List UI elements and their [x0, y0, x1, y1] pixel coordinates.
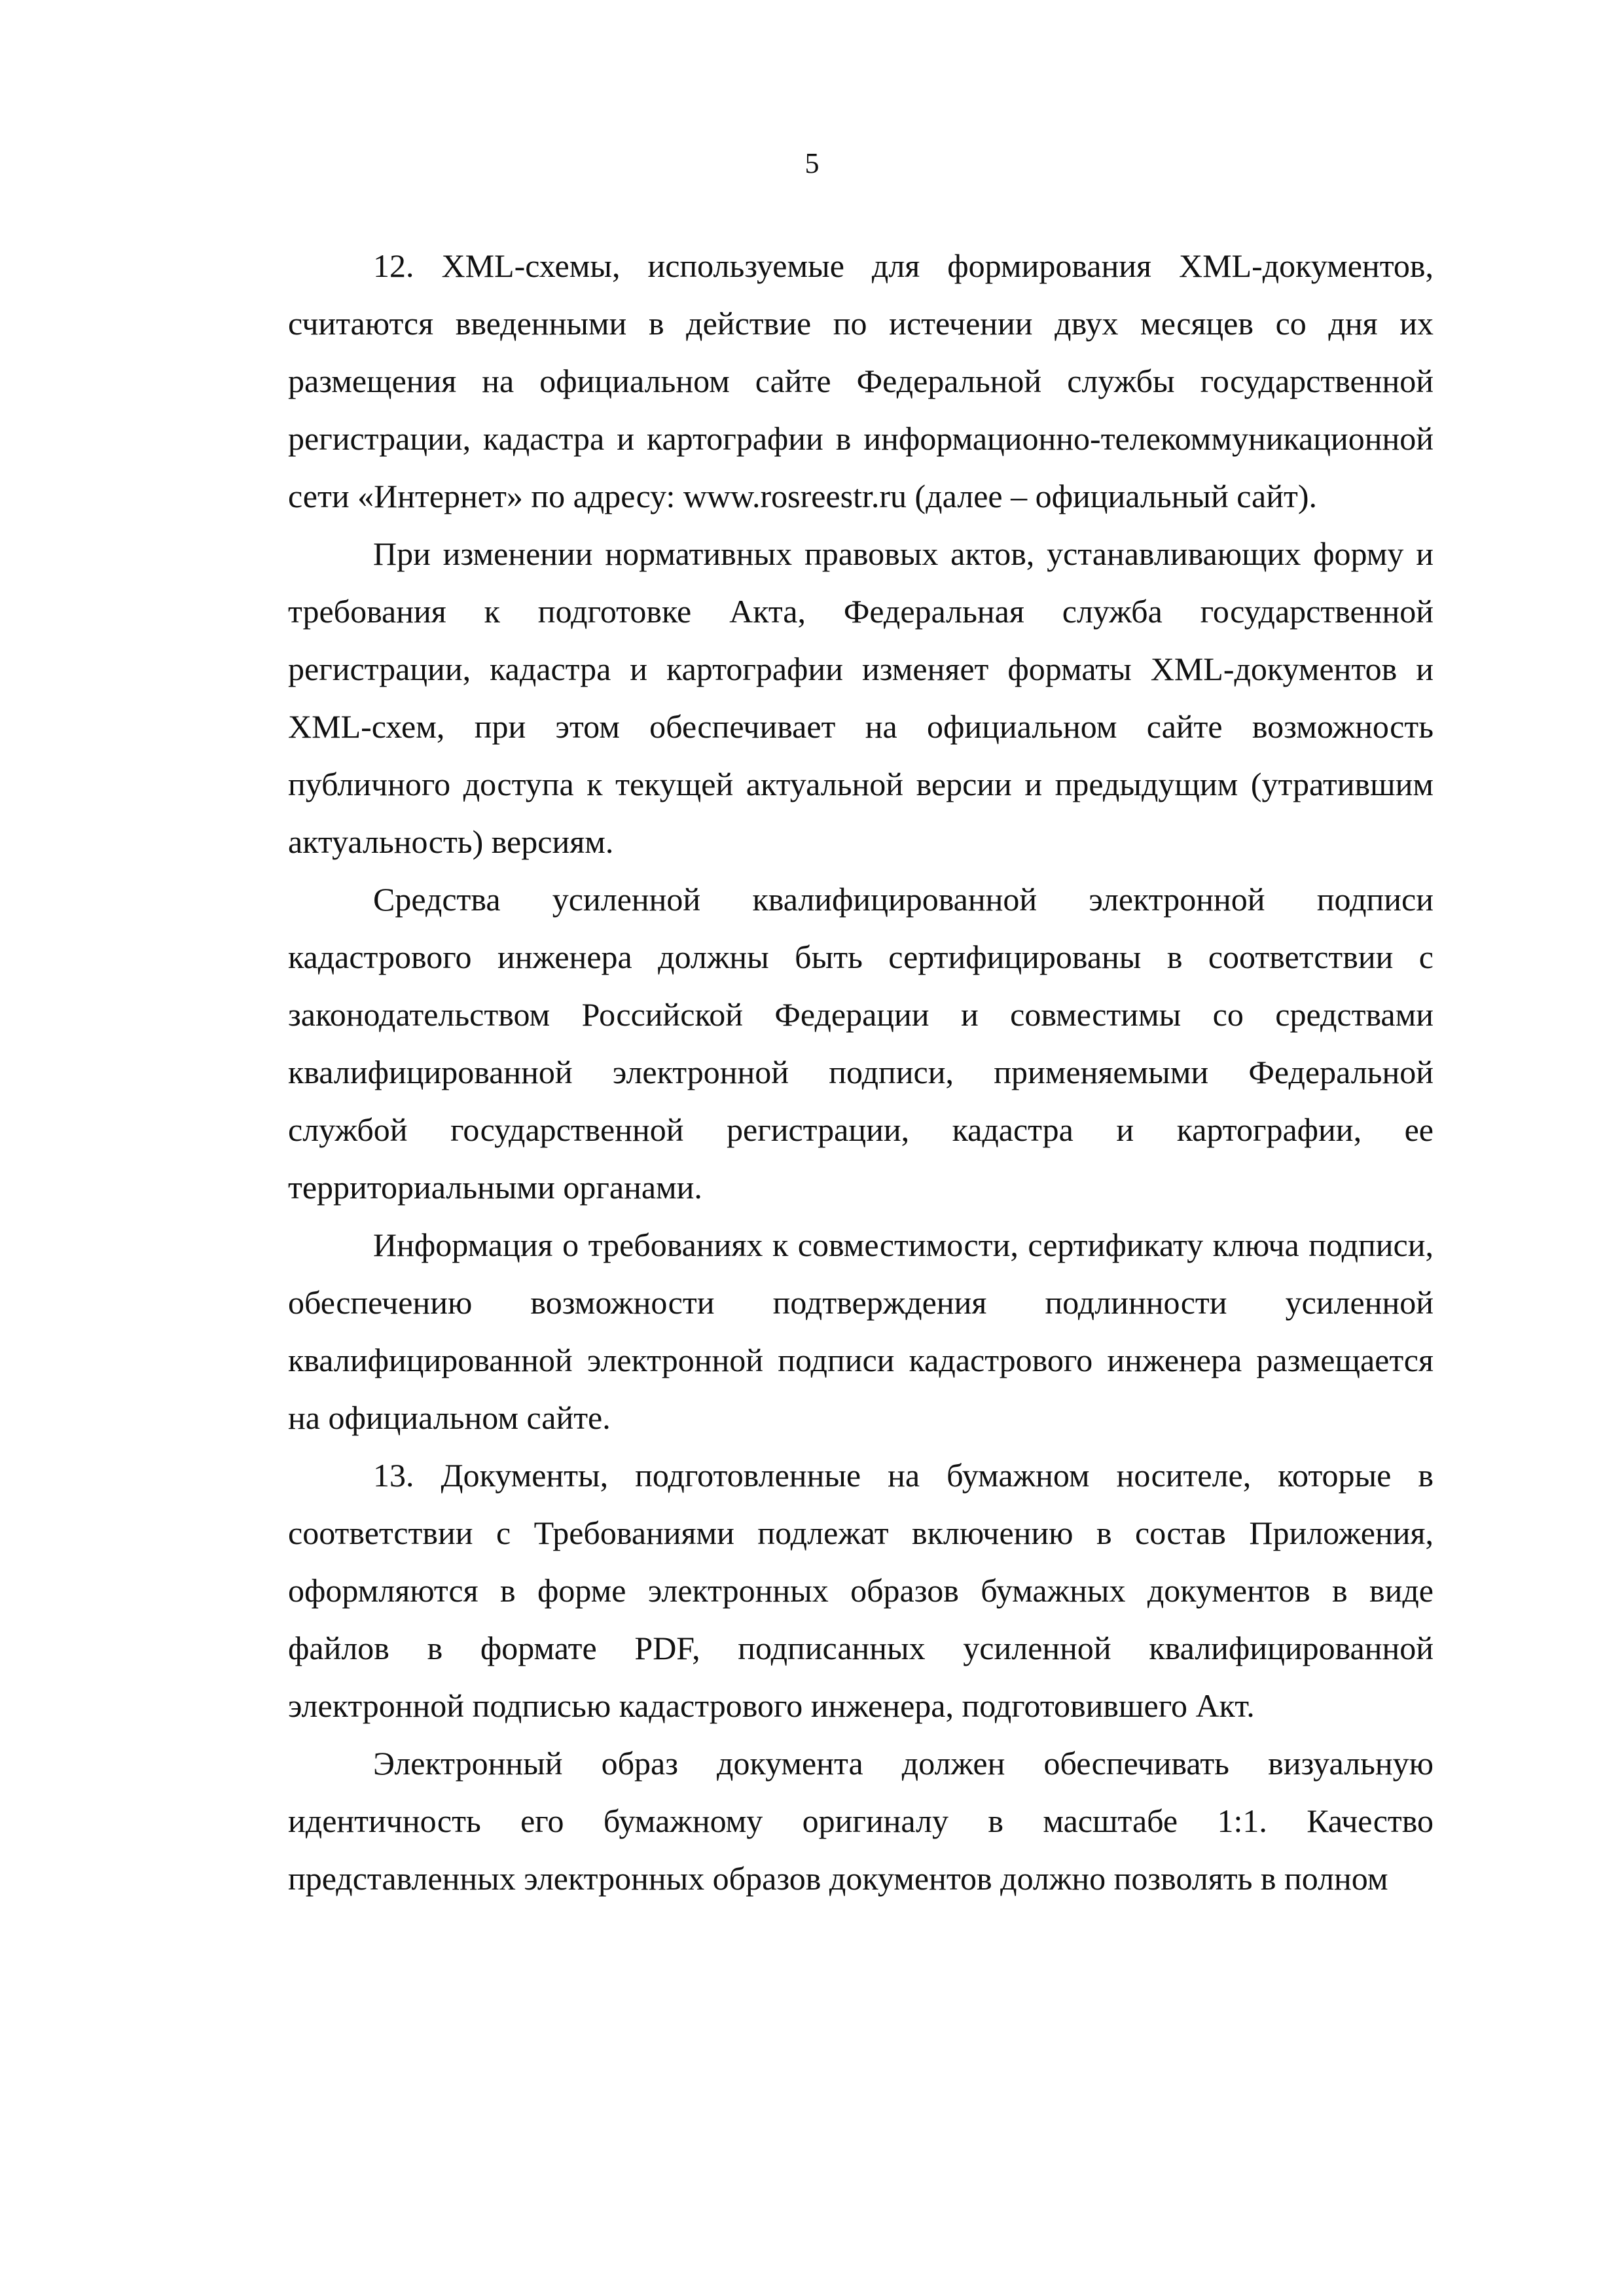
document-body — [288, 237, 1434, 1907]
paragraph-12-xml-schemas: 12. XML-схемы, используемые для формирования XML-документов, считаются введенными в действие по истечении двух месяцев со дня их размещения на официальном сайте Федеральной службы государственной регистрации, кадастра и картографии в информационно-телекоммуникационной сети «Интернет» по адресу: www.rosreestr.ru (далее – официальный сайт). — [288, 247, 1434, 514]
paragraph-compatibility-info: Информация о требованиях к совместимости, сертификату ключа подписи, обеспечению возможности подтверждения подлинности усиленной квалифицированной электронной подписи кадастрового инженера размещается на официальном сайте. — [288, 1227, 1434, 1436]
paragraph-electronic-image: Электронный образ документа должен обеспечивать визуальную идентичность его бумажному оригиналу в масштабе 1:1. Качество представленных электронных образов документов должно позволять в полном — [288, 1745, 1434, 1897]
paragraph-normative-changes: При изменении нормативных правовых актов, устанавливающих форму и требования к подготовке Акта, Федеральная служба государственной регистрации, кадастра и картографии изменяет форматы XML-документов и XML-схем, при этом обеспечивает на официальном сайте возможность публичного доступа к текущей актуальной версии и предыдущим (утратившим актуальность) версиям. — [288, 535, 1434, 860]
paragraph-13-paper-documents: 13. Документы, подготовленные на бумажном носителе, которые в соответствии с Требованиями подлежат включению в состав Приложения, оформляются в форме электронных образов бумажных документов в виде файлов в формате PDF, подписанных усиленной квалифицированной электронной подписью кадастрового инженера, подготовившего Акт. — [288, 1457, 1434, 1724]
page-number: 5 — [804, 147, 820, 179]
paragraph-signature-means: Средства усиленной квалифицированной электронной подписи кадастрового инженера должны быть сертифицированы в соответствии с законодательством Российской Федерации и совместимы со средствами квалифицированной электронной подписи, применяемыми Федеральной службой государственной регистрации, кадастра и картографии, ее территориальными органами. — [288, 881, 1434, 1206]
